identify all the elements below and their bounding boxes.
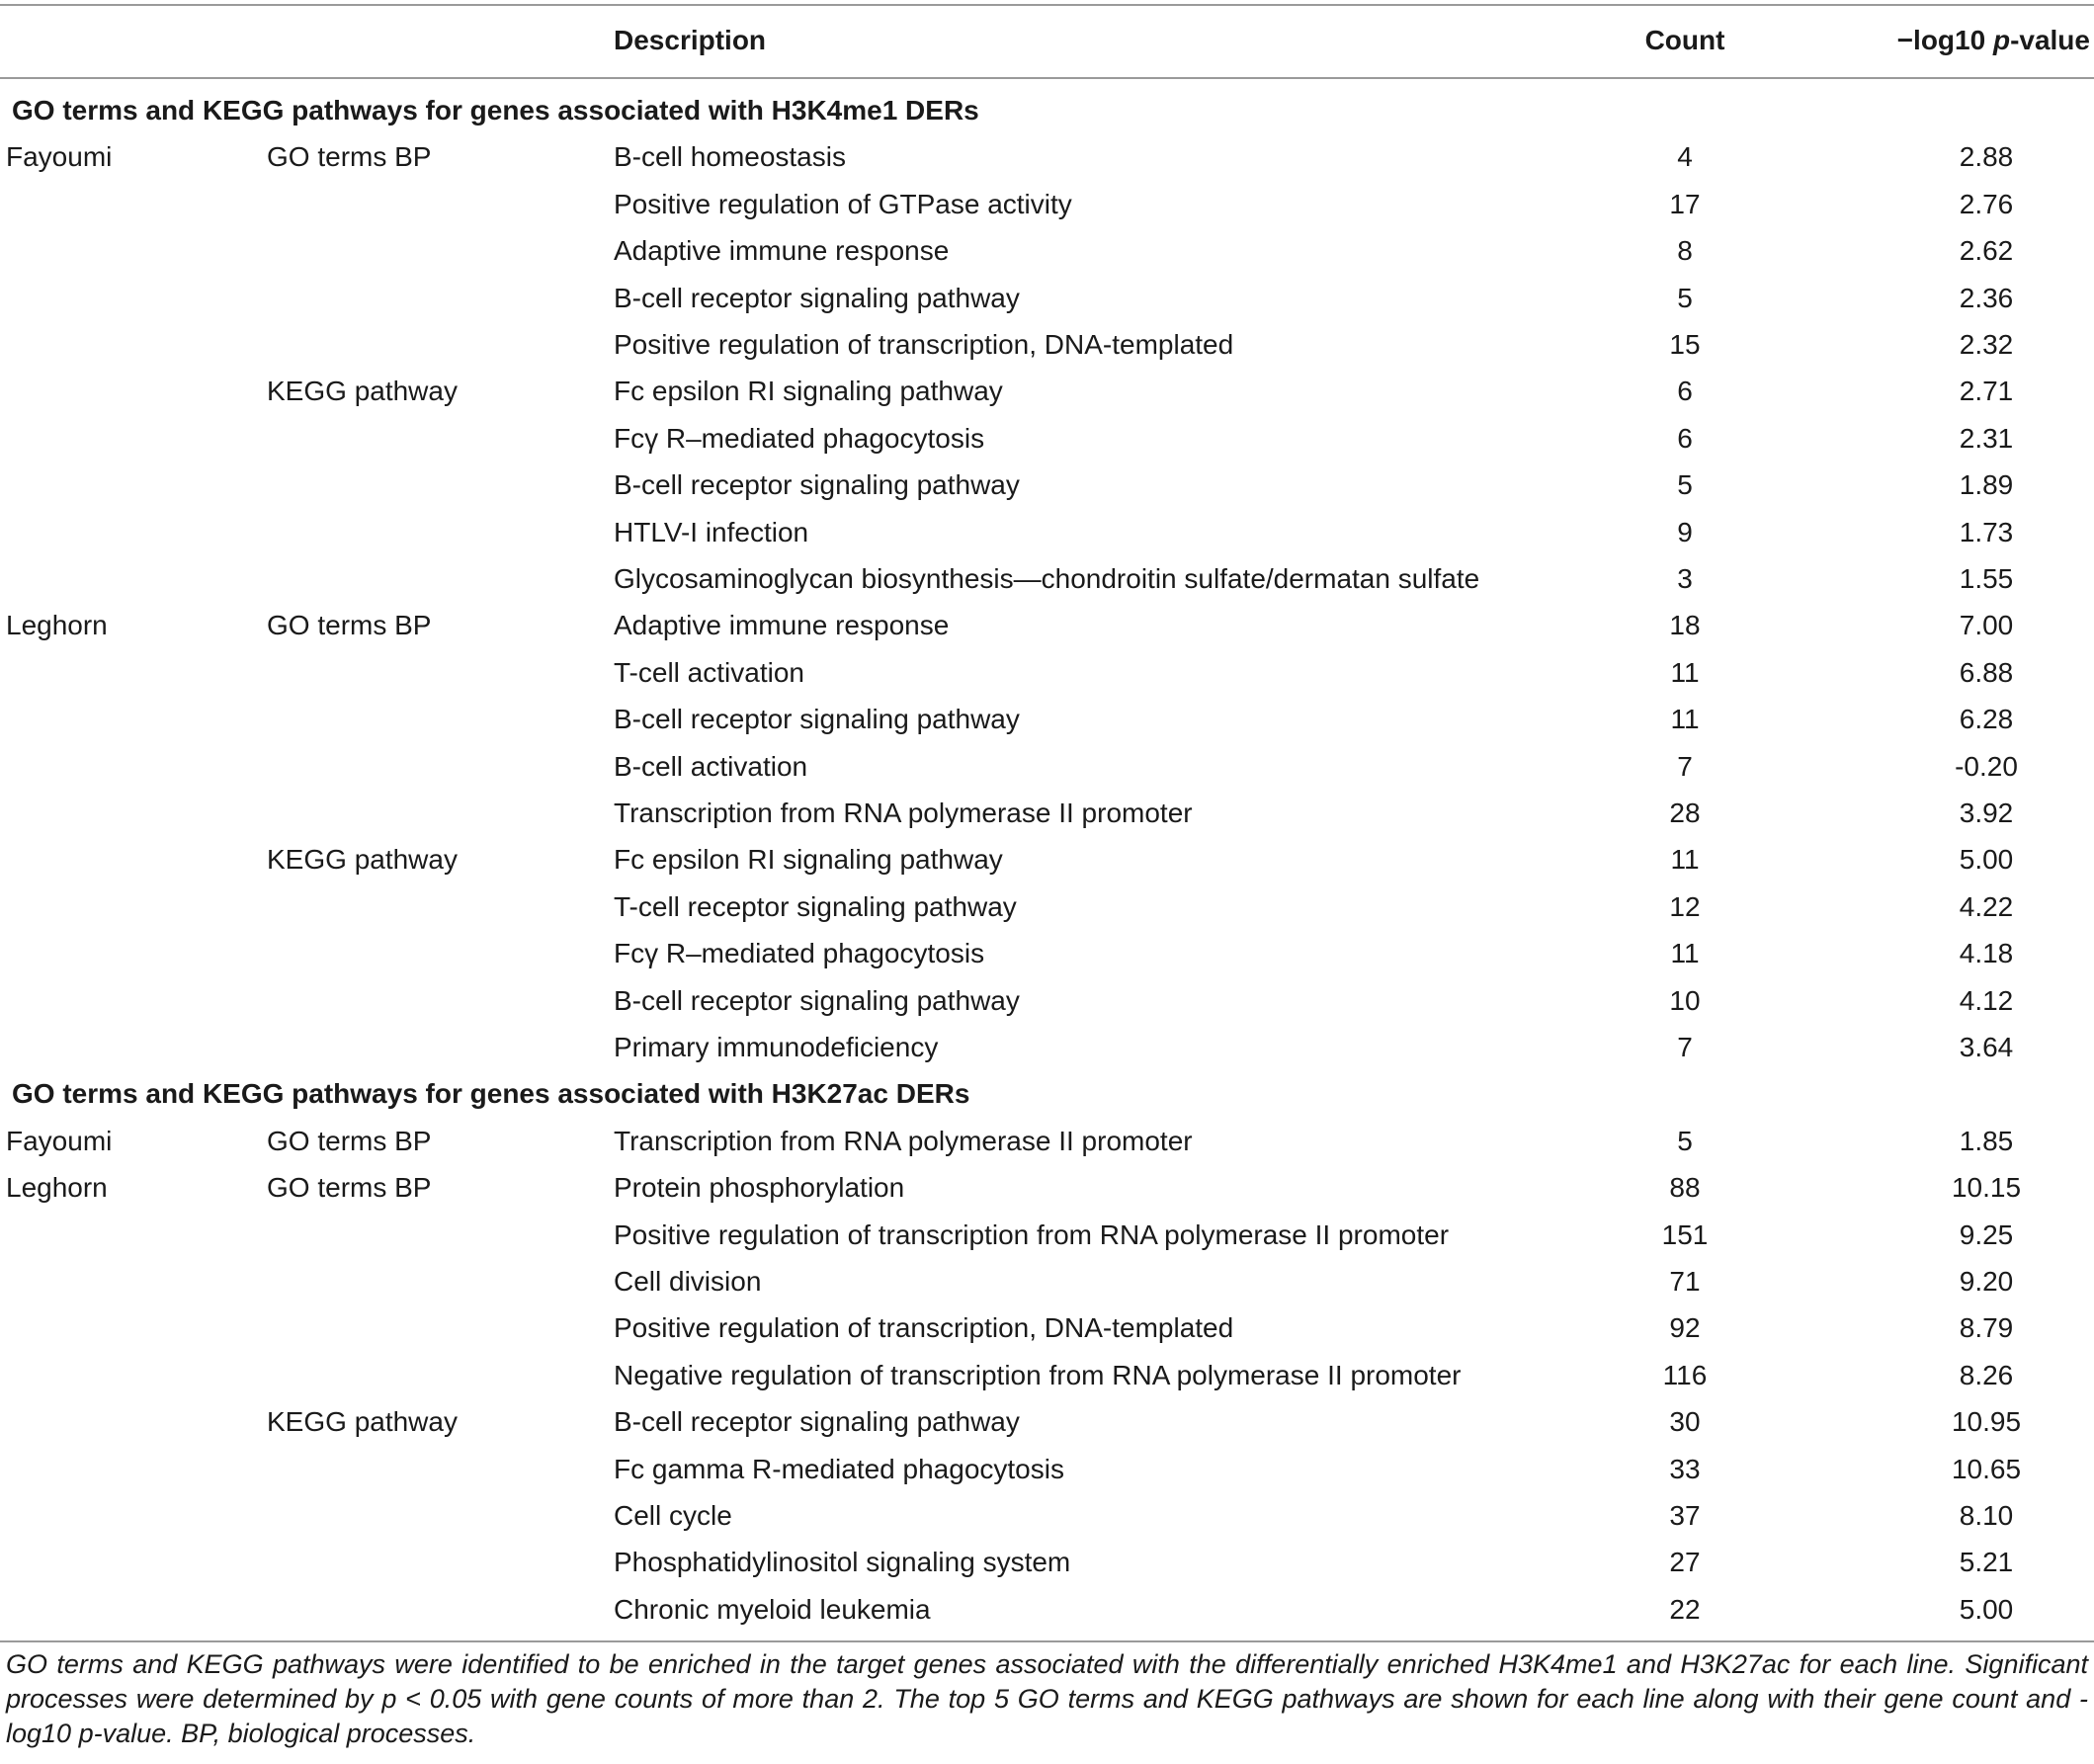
- header-pvalue-prefix: −log10: [1896, 25, 1993, 55]
- count-cell: 10: [1669, 984, 1701, 1016]
- header-pvalue-suffix: -value: [2010, 25, 2090, 55]
- pvalue-cell: 2.76: [1959, 188, 2014, 219]
- table-row: [0, 321, 2094, 368]
- description-cell: Cell division: [614, 1266, 762, 1297]
- table-row: [0, 1164, 2094, 1211]
- description-cell: Phosphatidylinositol signaling system: [614, 1547, 1071, 1578]
- description-cell: Fc gamma R-mediated phagocytosis: [614, 1453, 1064, 1484]
- count-cell: 15: [1669, 329, 1701, 360]
- pvalue-cell: 2.31: [1959, 422, 2014, 454]
- description-cell: Chronic myeloid leukemia: [614, 1593, 931, 1625]
- pvalue-cell: 10.65: [1951, 1453, 2022, 1484]
- pvalue-cell: 4.22: [1959, 890, 2014, 922]
- description-cell: B-cell homeostasis: [614, 141, 846, 173]
- table-row: [0, 1398, 2094, 1445]
- section-heading-row: [0, 1070, 2094, 1117]
- pvalue-cell: 4.12: [1959, 984, 2014, 1016]
- category-cell: GO terms BP: [267, 141, 432, 173]
- table-row: [0, 649, 2094, 696]
- table-row: [0, 696, 2094, 742]
- description-cell: T-cell activation: [614, 656, 804, 688]
- table-row: [0, 1258, 2094, 1304]
- pvalue-cell: 1.89: [1959, 469, 2014, 501]
- count-cell: 71: [1669, 1266, 1701, 1297]
- count-cell: 27: [1669, 1547, 1701, 1578]
- table-row: [0, 1352, 2094, 1398]
- pvalue-cell: 2.32: [1959, 329, 2014, 360]
- header-pvalue: [1878, 17, 2094, 63]
- pvalue-cell: 6.28: [1959, 704, 2014, 735]
- description-cell: Transcription from RNA polymerase II promoter: [614, 1125, 1193, 1156]
- count-cell: 6: [1677, 422, 1693, 454]
- description-cell: Adaptive immune response: [614, 610, 950, 641]
- table-row: [0, 930, 2094, 976]
- pvalue-cell: 7.00: [1959, 610, 2014, 641]
- bottom-rule: [0, 1640, 2094, 1642]
- description-cell: HTLV-I infection: [614, 516, 809, 547]
- category-cell: KEGG pathway: [267, 376, 458, 407]
- count-cell: 88: [1669, 1172, 1701, 1204]
- description-cell: Glycosaminoglycan biosynthesis—chondroitin sulfate/dermatan sulfate: [614, 563, 1480, 594]
- description-cell: Positive regulation of transcription from RNA polymerase II promoter: [614, 1218, 1450, 1250]
- line-cell: Leghorn: [6, 610, 108, 641]
- count-cell: 5: [1677, 469, 1693, 501]
- description-cell: Positive regulation of transcription, DNA-templated: [614, 1312, 1234, 1344]
- pvalue-cell: -0.20: [1955, 750, 2018, 782]
- description-cell: Protein phosphorylation: [614, 1172, 905, 1204]
- table-row: [0, 883, 2094, 930]
- count-cell: 3: [1677, 563, 1693, 594]
- count-cell: 30: [1669, 1406, 1701, 1438]
- table-header-row: [0, 17, 2094, 63]
- pvalue-cell: 3.64: [1959, 1032, 2014, 1062]
- count-cell: 7: [1677, 1032, 1693, 1062]
- pvalue-cell: 2.71: [1959, 376, 2014, 407]
- category-cell: GO terms BP: [267, 1172, 432, 1204]
- count-cell: 5: [1677, 282, 1693, 313]
- description-cell: Fc epsilon RI signaling pathway: [614, 844, 1003, 876]
- table-row: [0, 415, 2094, 462]
- table-row: [0, 368, 2094, 414]
- category-cell: KEGG pathway: [267, 1406, 458, 1438]
- top-rule: [0, 4, 2094, 6]
- count-cell: 17: [1669, 188, 1701, 219]
- table-row: [0, 181, 2094, 227]
- count-cell: 9: [1677, 516, 1693, 547]
- section-title: GO terms and KEGG pathways for genes associated with H3K27ac DERs: [12, 1078, 970, 1110]
- description-cell: B-cell receptor signaling pathway: [614, 1406, 1020, 1438]
- pvalue-cell: 8.79: [1959, 1312, 2014, 1344]
- table-row: [0, 1539, 2094, 1585]
- pvalue-cell: 9.20: [1959, 1266, 2014, 1297]
- count-cell: 37: [1669, 1500, 1701, 1531]
- header-count: Count: [1644, 25, 1725, 55]
- table-row: [0, 743, 2094, 790]
- pvalue-cell: 1.85: [1959, 1125, 2014, 1156]
- pvalue-cell: 8.26: [1959, 1359, 2014, 1390]
- count-cell: 92: [1669, 1312, 1701, 1344]
- pvalue-cell: 2.88: [1959, 141, 2014, 173]
- pvalue-cell: 5.00: [1959, 1593, 2014, 1625]
- count-cell: 11: [1670, 704, 1700, 735]
- count-cell: 18: [1669, 610, 1701, 641]
- header-rule: [0, 77, 2094, 79]
- count-cell: 8: [1677, 235, 1693, 267]
- description-cell: Fcγ R–mediated phagocytosis: [614, 938, 985, 969]
- count-cell: 12: [1669, 890, 1701, 922]
- section-heading-row: [0, 87, 2094, 133]
- pvalue-cell: 6.88: [1959, 656, 2014, 688]
- description-cell: Fc epsilon RI signaling pathway: [614, 376, 1003, 407]
- count-cell: 11: [1670, 844, 1700, 876]
- description-cell: B-cell activation: [614, 750, 808, 782]
- count-cell: 33: [1669, 1453, 1701, 1484]
- table-row: [0, 275, 2094, 321]
- table-row: [0, 227, 2094, 274]
- count-cell: 116: [1662, 1359, 1708, 1390]
- table-row: [0, 1492, 2094, 1539]
- section-title: GO terms and KEGG pathways for genes associated with H3K4me1 DERs: [12, 95, 979, 126]
- description-cell: B-cell receptor signaling pathway: [614, 704, 1020, 735]
- pvalue-cell: 9.25: [1959, 1218, 2014, 1250]
- description-cell: B-cell receptor signaling pathway: [614, 469, 1020, 501]
- pvalue-cell: 5.00: [1959, 844, 2014, 876]
- pvalue-cell: 10.95: [1951, 1406, 2022, 1438]
- pvalue-cell: 5.21: [1959, 1547, 2014, 1578]
- category-cell: GO terms BP: [267, 610, 432, 641]
- description-cell: Positive regulation of GTPase activity: [614, 188, 1072, 219]
- count-cell: 22: [1669, 1593, 1701, 1625]
- description-cell: Cell cycle: [614, 1500, 732, 1531]
- table-row: [0, 1304, 2094, 1351]
- description-cell: Fcγ R–mediated phagocytosis: [614, 422, 985, 454]
- table-row: [0, 1586, 2094, 1633]
- count-cell: 4: [1677, 141, 1693, 173]
- count-cell: 11: [1670, 938, 1700, 969]
- description-cell: T-cell receptor signaling pathway: [614, 890, 1017, 922]
- line-cell: Fayoumi: [6, 141, 113, 173]
- pvalue-cell: 1.73: [1959, 516, 2014, 547]
- pvalue-cell: 10.15: [1951, 1172, 2022, 1204]
- description-cell: Transcription from RNA polymerase II promoter: [614, 798, 1193, 828]
- description-cell: B-cell receptor signaling pathway: [614, 282, 1020, 313]
- table-row: [0, 977, 2094, 1024]
- pvalue-cell: 2.36: [1959, 282, 2014, 313]
- table-footnote: GO terms and KEGG pathways were identified to be enriched in the target genes associated with the differentially enriched H3K4me1 and H3K27ac for each line. Significant processes were determined by p < 0.05 with gene counts of more than 2. The top 5 GO terms and KEGG pathways are shown for each line along with their gene count and -log10 p-value. BP, biological processes.: [6, 1649, 2088, 1748]
- category-cell: KEGG pathway: [267, 844, 458, 876]
- description-cell: Positive regulation of transcription, DNA-templated: [614, 329, 1234, 360]
- pvalue-cell: 4.18: [1959, 938, 2014, 969]
- description-cell: Negative regulation of transcription from RNA polymerase II promoter: [614, 1359, 1462, 1390]
- description-cell: B-cell receptor signaling pathway: [614, 984, 1020, 1016]
- category-cell: GO terms BP: [267, 1125, 432, 1156]
- count-cell: 7: [1677, 750, 1693, 782]
- description-cell: Primary immunodeficiency: [614, 1032, 939, 1062]
- table-row: [0, 462, 2094, 508]
- table-row: [0, 1118, 2094, 1164]
- count-cell: 28: [1669, 798, 1701, 828]
- table-row: [0, 602, 2094, 648]
- pvalue-cell: 2.62: [1959, 235, 2014, 267]
- table-row: [0, 509, 2094, 555]
- pvalue-cell: 8.10: [1959, 1500, 2014, 1531]
- count-cell: 151: [1661, 1218, 1709, 1250]
- line-cell: Fayoumi: [6, 1125, 113, 1156]
- pvalue-cell: 3.92: [1959, 798, 2014, 828]
- description-cell: Adaptive immune response: [614, 235, 950, 267]
- pvalue-cell: 1.55: [1959, 563, 2014, 594]
- table-row: [0, 1446, 2094, 1492]
- table-row: [0, 133, 2094, 180]
- header-pvalue-italic: p: [1992, 25, 2011, 55]
- table-row: [0, 1024, 2094, 1070]
- table-row: [0, 836, 2094, 882]
- count-cell: 11: [1670, 656, 1700, 688]
- table-row: [0, 555, 2094, 602]
- count-cell: 6: [1677, 376, 1693, 407]
- header-description: Description: [614, 25, 767, 55]
- table-row: [0, 790, 2094, 836]
- count-cell: 5: [1677, 1125, 1693, 1156]
- table-row: [0, 1212, 2094, 1258]
- line-cell: Leghorn: [6, 1172, 108, 1204]
